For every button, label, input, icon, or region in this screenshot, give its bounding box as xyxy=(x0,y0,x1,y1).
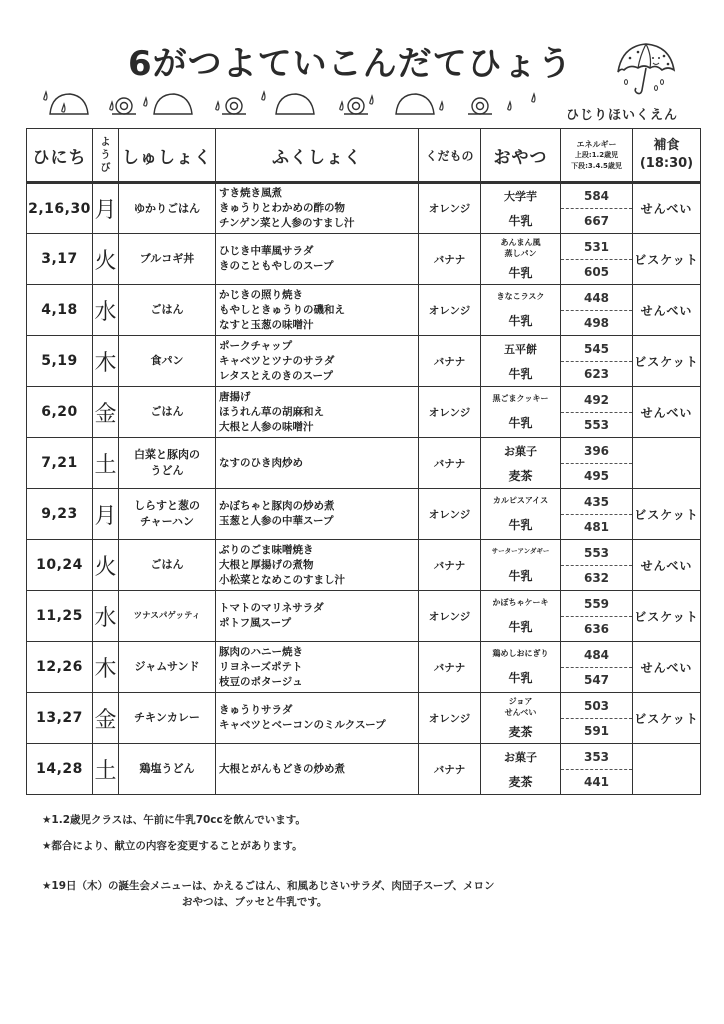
staple-cell: ゆかりごはん xyxy=(119,183,216,234)
supplement-cell: ビスケット xyxy=(633,336,701,387)
weekday-cell: 土 xyxy=(93,744,119,795)
menu-row xyxy=(27,642,701,693)
side-dish: 大根とがんもどきの炒め煮 xyxy=(219,762,345,775)
date-cell: 12,26 xyxy=(27,642,93,693)
snack-cell xyxy=(481,438,561,489)
side-cell xyxy=(216,591,419,642)
school-name: ひじりほいくえん xyxy=(566,108,679,123)
fruit-cell: バナナ xyxy=(419,744,481,795)
energy-cell xyxy=(561,591,633,642)
header-supplement: 補食 (18:30) xyxy=(633,129,701,183)
energy-upper: 503 xyxy=(561,694,632,719)
side-cell xyxy=(216,744,419,795)
staple-cell: ごはん xyxy=(119,285,216,336)
note-birthday: ★19日（木）の誕生会メニューは、かえるごはん、和風あじさいサラダ、肉団子スープ、メロン xyxy=(42,880,495,892)
snack-cell xyxy=(481,540,561,591)
drink-item: 麦茶 xyxy=(508,468,533,483)
supplement-cell: せんべい xyxy=(633,642,701,693)
date-cell: 10,24 xyxy=(27,540,93,591)
weekday-cell: 水 xyxy=(93,591,119,642)
snack-item: あんまん風 蒸しパン xyxy=(500,238,541,258)
energy-upper: 353 xyxy=(561,745,632,770)
snack-cell xyxy=(481,693,561,744)
energy-cell xyxy=(561,744,633,795)
drink-item: 牛乳 xyxy=(508,518,533,533)
weekday-cell: 金 xyxy=(93,387,119,438)
date-cell: 2,16,30 xyxy=(27,183,93,234)
energy-cell xyxy=(561,336,633,387)
snack-item: サーターアンダギー xyxy=(491,547,550,556)
weekday-cell: 火 xyxy=(93,234,119,285)
side-dish: トマトのマリネサラダ xyxy=(219,602,324,614)
snack-cell xyxy=(481,489,561,540)
side-dish: ほうれん草の胡麻和え xyxy=(219,405,324,418)
energy-upper: 435 xyxy=(561,490,632,515)
side-dish: 大根と人参の味噌汁 xyxy=(219,420,314,433)
weekday-cell: 月 xyxy=(93,183,119,234)
date-cell: 5,19 xyxy=(27,336,93,387)
side-dish: かじきの照り焼き xyxy=(219,288,303,301)
energy-upper: 584 xyxy=(561,184,632,209)
staple-cell: ごはん xyxy=(119,540,216,591)
drink-item: 牛乳 xyxy=(508,671,533,686)
snack-cell xyxy=(481,642,561,693)
energy-cell xyxy=(561,489,633,540)
weekday-cell: 木 xyxy=(93,642,119,693)
supplement-cell xyxy=(633,438,701,489)
page-title: 6がつよていこんだてひょう xyxy=(128,44,573,84)
staple-cell: ツナスパゲッティ xyxy=(119,591,216,642)
side-dish: ひじき中華風サラダ xyxy=(219,245,314,257)
menu-row xyxy=(27,234,701,285)
supplement-cell xyxy=(633,744,701,795)
drink-item: 牛乳 xyxy=(508,416,533,431)
staple-cell: 鶏塩うどん xyxy=(119,744,216,795)
side-dish: きゅうりサラダ xyxy=(219,704,293,716)
date-cell: 11,25 xyxy=(27,591,93,642)
date-cell: 6,20 xyxy=(27,387,93,438)
fruit-cell: オレンジ xyxy=(419,591,481,642)
supplement-cell: せんべい xyxy=(633,387,701,438)
energy-upper: 553 xyxy=(561,541,632,566)
date-cell: 7,21 xyxy=(27,438,93,489)
umbrella-with-face-icon xyxy=(612,38,678,100)
energy-lower: 591 xyxy=(583,723,610,738)
supplement-cell: ビスケット xyxy=(633,234,701,285)
energy-lower: 605 xyxy=(583,264,610,279)
side-dish: 玉葱と人参の中華スープ xyxy=(219,515,334,527)
menu-table xyxy=(26,128,701,795)
fruit-cell: オレンジ xyxy=(419,387,481,438)
energy-lower: 547 xyxy=(583,672,610,687)
energy-upper: 531 xyxy=(561,235,632,260)
side-dish: 唐揚げ xyxy=(219,390,251,403)
side-dish: チンゲン菜と人参のすまし汁 xyxy=(219,217,355,229)
header-snack: おやつ xyxy=(481,129,561,183)
drink-item: 牛乳 xyxy=(508,366,533,381)
side-cell xyxy=(216,438,419,489)
energy-cell xyxy=(561,387,633,438)
side-dish: 枝豆のポタージュ xyxy=(219,675,303,688)
menu-row xyxy=(27,285,701,336)
supplement-cell: ビスケット xyxy=(633,591,701,642)
header-staple: しゅしょく xyxy=(119,129,216,183)
energy-upper: 545 xyxy=(561,337,632,362)
snack-cell xyxy=(481,336,561,387)
drink-item: 牛乳 xyxy=(508,568,533,583)
supplement-cell: せんべい xyxy=(633,285,701,336)
side-dish: キャベツとベーコンのミルクスープ xyxy=(219,719,386,731)
supplement-cell: せんべい xyxy=(633,183,701,234)
note-milk: ★1.2歳児クラスは、午前に牛乳70ccを飲んでいます。 xyxy=(42,814,306,826)
drink-item: 麦茶 xyxy=(508,725,533,739)
header-row xyxy=(27,129,701,183)
snack-item: かぼちゃケーキ xyxy=(492,597,549,607)
energy-cell xyxy=(561,234,633,285)
drink-item: 牛乳 xyxy=(508,214,533,228)
side-cell xyxy=(216,489,419,540)
energy-cell xyxy=(561,642,633,693)
snack-item: お菓子 xyxy=(504,444,537,458)
energy-lower: 632 xyxy=(583,570,610,585)
fruit-cell: オレンジ xyxy=(419,489,481,540)
side-dish: ポトフ風スープ xyxy=(219,617,292,629)
energy-lower: 636 xyxy=(583,621,610,636)
side-dish: なすと玉葱の味噌汁 xyxy=(219,318,314,331)
weekday-cell: 土 xyxy=(93,438,119,489)
fruit-cell: バナナ xyxy=(419,642,481,693)
side-dish: きのこともやしのスープ xyxy=(219,260,334,272)
note-change: ★都合により、献立の内容を変更することがあります。 xyxy=(42,840,303,852)
drink-item: 牛乳 xyxy=(508,314,533,329)
supplement-cell: せんべい xyxy=(633,540,701,591)
date-cell: 13,27 xyxy=(27,693,93,744)
side-dish: ぶりのごま味噌焼き xyxy=(219,543,314,556)
energy-cell xyxy=(561,540,633,591)
snack-item: 鶏めしおにぎり xyxy=(492,648,549,658)
date-cell: 14,28 xyxy=(27,744,93,795)
menu-row xyxy=(27,387,701,438)
side-dish: もやしときゅうりの磯和え xyxy=(219,303,345,316)
energy-lower: 441 xyxy=(583,774,610,789)
weekday-cell: 金 xyxy=(93,693,119,744)
side-cell xyxy=(216,183,419,234)
menu-row xyxy=(27,591,701,642)
header-date: ひにち xyxy=(27,129,93,183)
side-dish: すき焼き風煮 xyxy=(219,187,282,199)
side-cell xyxy=(216,285,419,336)
energy-lower: 623 xyxy=(583,366,610,381)
snack-item: きなこラスク xyxy=(496,291,545,301)
drink-item: 牛乳 xyxy=(508,266,533,280)
side-dish: リヨネーズポテト xyxy=(219,660,303,673)
side-cell xyxy=(216,540,419,591)
side-cell xyxy=(216,234,419,285)
snack-item: カルピスアイス xyxy=(492,495,549,505)
side-cell xyxy=(216,336,419,387)
staple-cell: ジャムサンド xyxy=(119,642,216,693)
energy-upper: 559 xyxy=(561,592,632,617)
menu-row xyxy=(27,336,701,387)
menu-body xyxy=(27,183,701,795)
side-dish: ポークチャップ xyxy=(219,339,293,352)
side-cell xyxy=(216,693,419,744)
weekday-cell: 水 xyxy=(93,285,119,336)
menu-row xyxy=(27,183,701,234)
energy-upper: 448 xyxy=(561,286,632,311)
side-dish: キャベツとツナのサラダ xyxy=(219,354,335,367)
weekday-cell: 木 xyxy=(93,336,119,387)
menu-row xyxy=(27,438,701,489)
energy-lower: 498 xyxy=(583,315,610,330)
supplement-cell: ビスケット xyxy=(633,489,701,540)
staple-cell: 食パン xyxy=(119,336,216,387)
fruit-cell: バナナ xyxy=(419,438,481,489)
energy-upper: 492 xyxy=(561,388,632,413)
date-cell: 4,18 xyxy=(27,285,93,336)
side-dish: かぼちゃと豚肉の炒め煮 xyxy=(219,500,335,512)
energy-upper: 396 xyxy=(561,439,632,464)
energy-lower: 495 xyxy=(583,468,610,483)
snack-item: ジョア せんべい xyxy=(504,697,537,717)
staple-cell: しらすと葱の チャーハン xyxy=(119,489,216,540)
staple-cell: ブルコギ丼 xyxy=(119,234,216,285)
note-birthday-snack: おやつは、ブッセと牛乳です。 xyxy=(182,896,328,908)
snack-cell xyxy=(481,591,561,642)
weekday-cell: 火 xyxy=(93,540,119,591)
side-dish: 小松菜となめこのすまし汁 xyxy=(219,573,345,586)
header-weekday: よ う び xyxy=(93,129,119,183)
energy-lower: 667 xyxy=(583,214,610,228)
header-side: ふくしょく xyxy=(216,129,419,183)
menu-row xyxy=(27,489,701,540)
weekday-cell: 月 xyxy=(93,489,119,540)
staple-cell: チキンカレー xyxy=(119,693,216,744)
menu-row xyxy=(27,744,701,795)
energy-lower: 481 xyxy=(583,519,610,534)
energy-cell xyxy=(561,438,633,489)
side-dish: 大根と厚揚げの煮物 xyxy=(219,558,314,571)
energy-cell xyxy=(561,285,633,336)
drink-item: 麦茶 xyxy=(508,774,533,789)
fruit-cell: オレンジ xyxy=(419,183,481,234)
menu-row xyxy=(27,540,701,591)
date-cell: 3,17 xyxy=(27,234,93,285)
side-cell xyxy=(216,642,419,693)
energy-cell xyxy=(561,183,633,234)
snack-item: 五平餅 xyxy=(504,342,537,356)
energy-cell xyxy=(561,693,633,744)
snail-icon xyxy=(112,98,492,114)
side-dish: レタスとえのきのスープ xyxy=(219,369,334,382)
snack-cell xyxy=(481,234,561,285)
staple-cell: ごはん xyxy=(119,387,216,438)
snack-cell xyxy=(481,387,561,438)
fruit-cell: バナナ xyxy=(419,540,481,591)
staple-cell: 白菜と豚肉の うどん xyxy=(119,438,216,489)
side-dish: きゅうりとわかめの酢の物 xyxy=(219,202,345,214)
snack-cell xyxy=(481,744,561,795)
hydrangea-snail-border xyxy=(40,88,560,120)
supplement-cell: ビスケット xyxy=(633,693,701,744)
fruit-cell: オレンジ xyxy=(419,693,481,744)
drink-item: 牛乳 xyxy=(508,620,533,635)
snack-cell xyxy=(481,183,561,234)
side-cell xyxy=(216,387,419,438)
fruit-cell: オレンジ xyxy=(419,285,481,336)
date-cell: 9,23 xyxy=(27,489,93,540)
side-dish: 豚肉のハニー焼き xyxy=(219,645,303,658)
energy-lower: 553 xyxy=(583,417,610,432)
header-fruit: くだもの xyxy=(419,129,481,183)
menu-row xyxy=(27,693,701,744)
snack-item: お菓子 xyxy=(504,750,537,764)
side-dish: なすのひき肉炒め xyxy=(219,456,303,469)
snack-item: 黒ごまクッキー xyxy=(492,393,549,403)
snack-cell xyxy=(481,285,561,336)
fruit-cell: バナナ xyxy=(419,336,481,387)
fruit-cell: バナナ xyxy=(419,234,481,285)
energy-upper: 484 xyxy=(561,643,632,668)
snack-item: 大学芋 xyxy=(504,190,537,203)
header-energy: エネルギー 上段:1.2歳児 下段:3.4.5歳児 xyxy=(561,129,633,183)
